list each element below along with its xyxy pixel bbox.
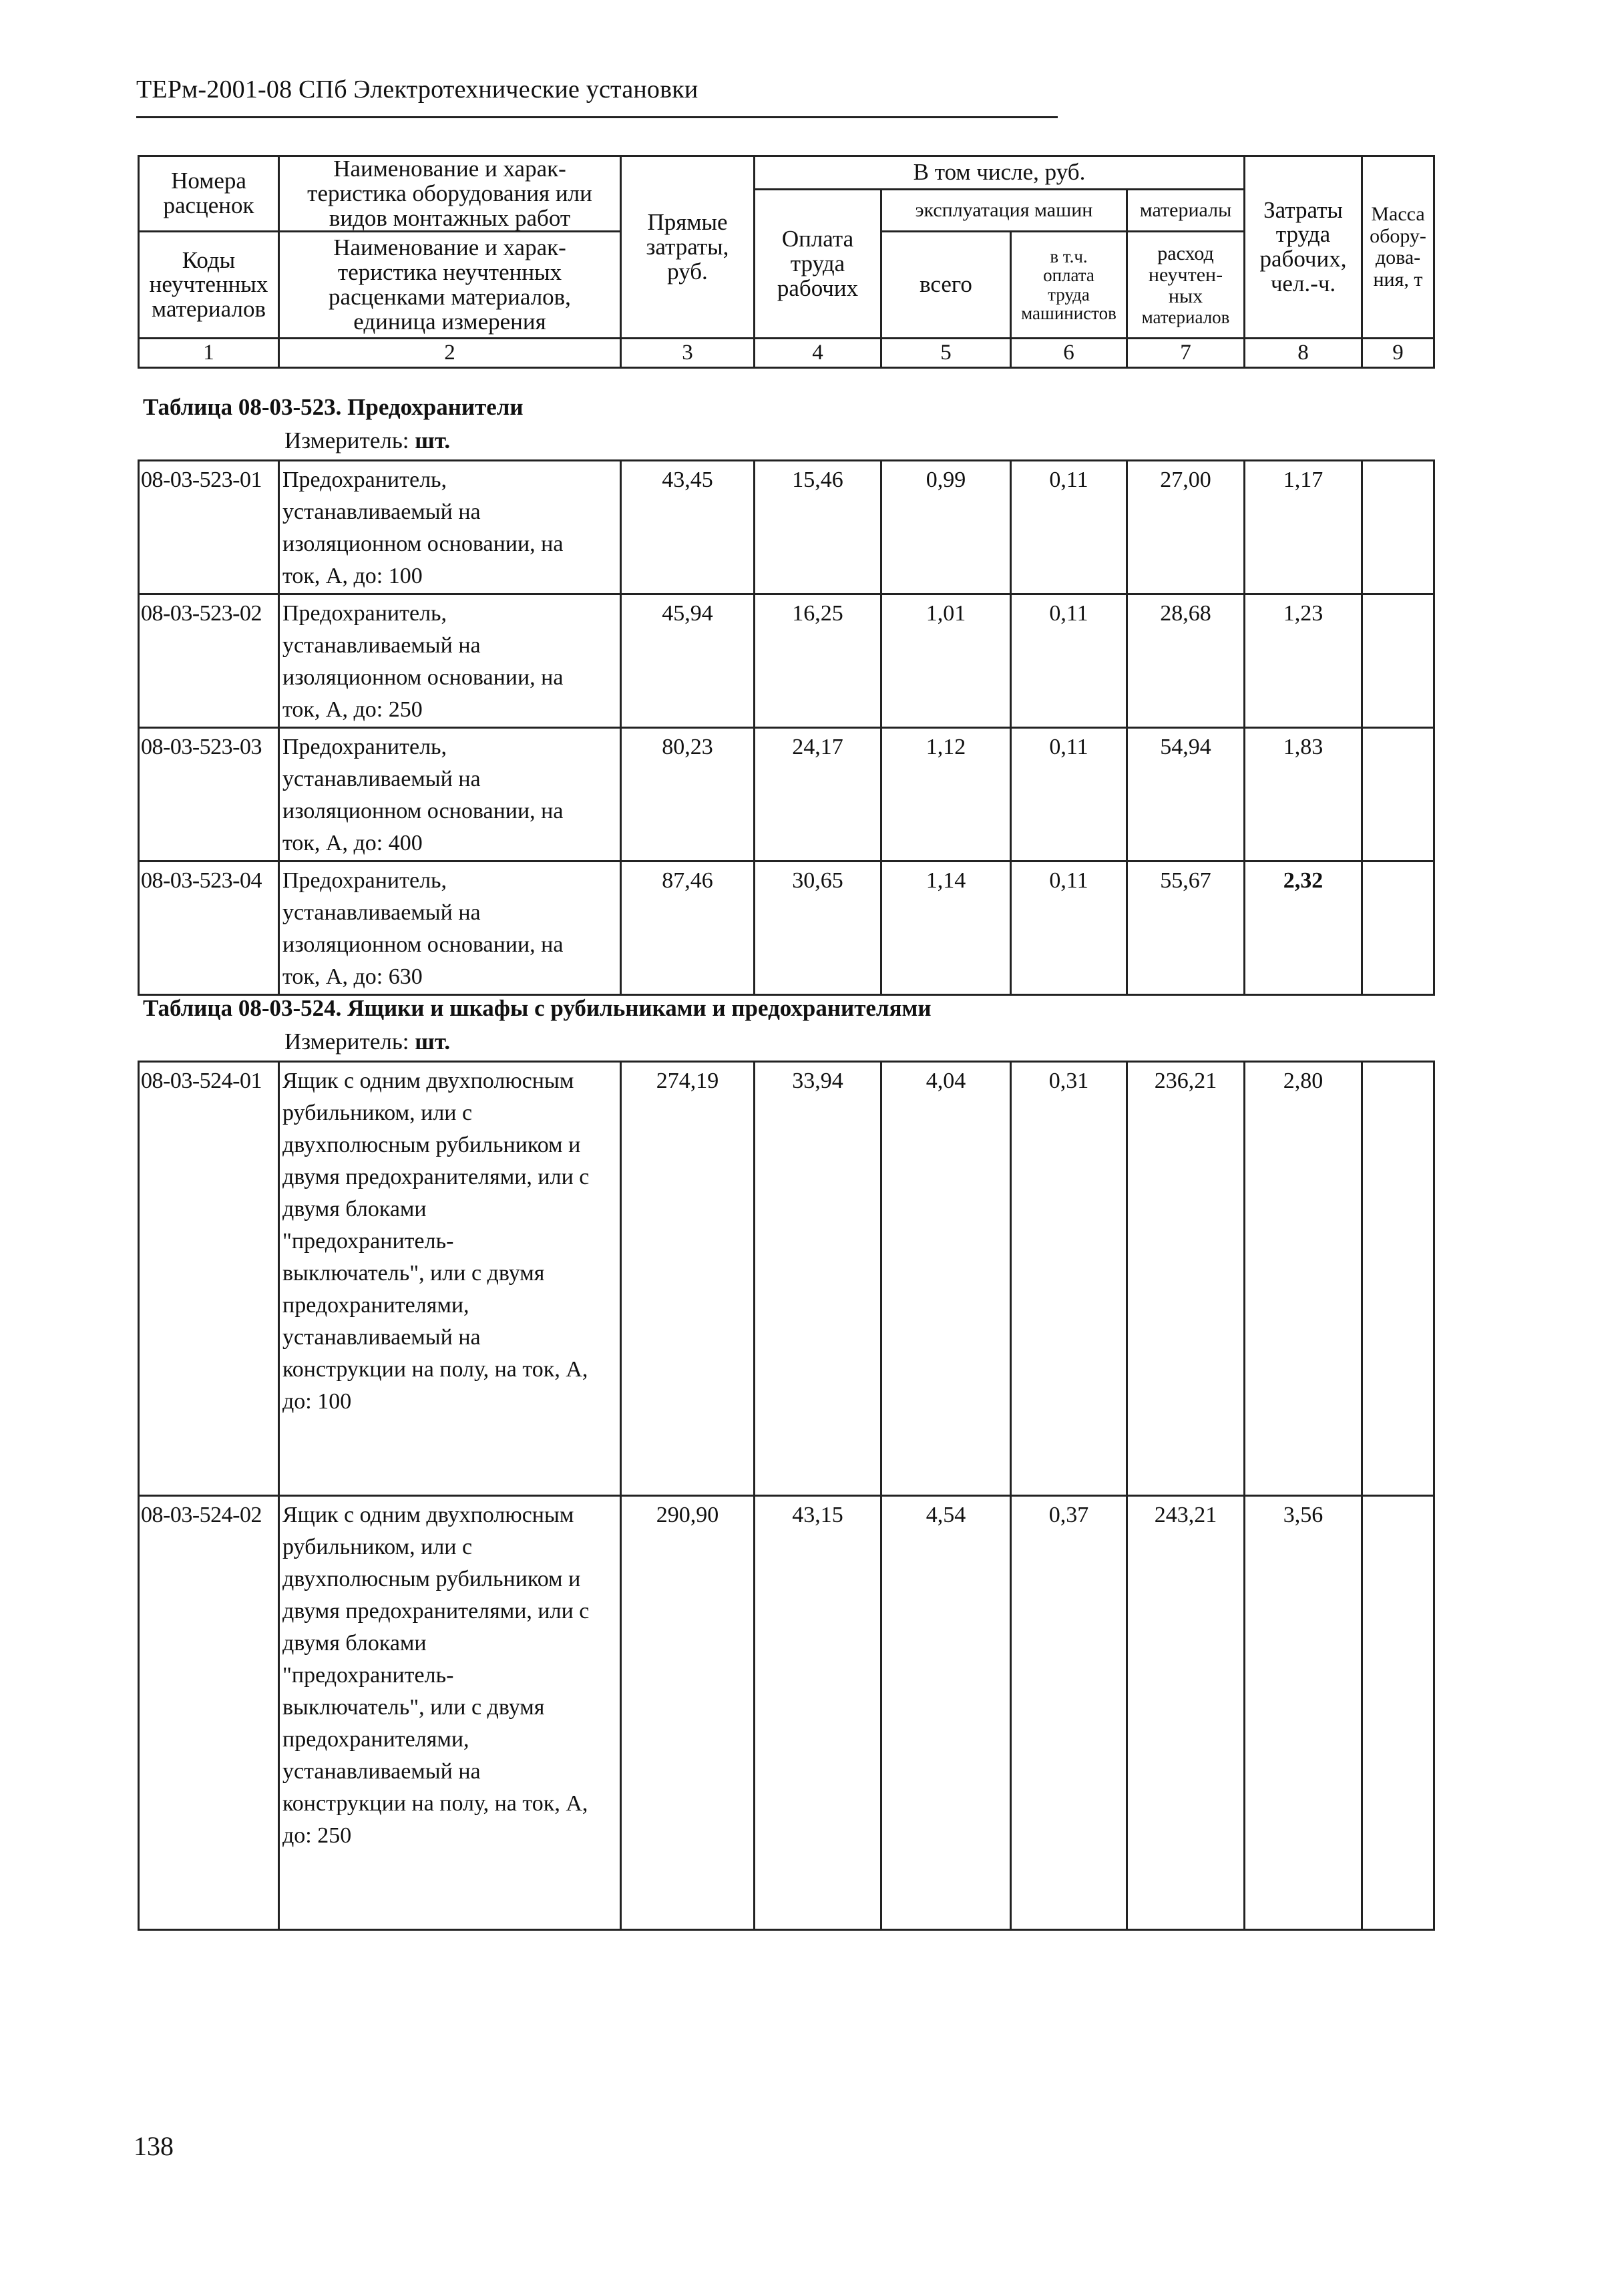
rate-name — [279, 1496, 621, 1930]
table-row — [139, 1496, 1434, 1930]
header-col9: Масса обору- дова- ния, т — [1362, 156, 1434, 339]
direct-costs: 290,90 — [621, 1496, 755, 1930]
rate-name-line: Ящик с одним двухполюсным — [282, 1069, 574, 1093]
header-col4: Оплата труда рабочих — [755, 190, 881, 339]
rate-name-line: устанавливаемый на — [282, 900, 481, 925]
machinist-pay: 0,31 — [1011, 1062, 1127, 1496]
rate-name-line: изоляционном основании, на — [282, 532, 564, 556]
header-group-materials: материалы — [1127, 190, 1245, 232]
direct-costs: 80,23 — [621, 728, 755, 862]
rate-code: 08-03-524-02 — [139, 1496, 279, 1930]
header-number: 7 — [1127, 339, 1245, 368]
rate-code: 08-03-523-04 — [139, 862, 279, 995]
header-col5: всего — [881, 232, 1011, 339]
column-header-table — [138, 155, 1435, 369]
header-col8: Затраты труда рабочих, чел.-ч. — [1245, 156, 1362, 339]
machines-total: 4,04 — [881, 1062, 1011, 1496]
labor-pay: 43,15 — [755, 1496, 881, 1930]
labor-hours: 1,83 — [1245, 728, 1362, 862]
materials-cost: 236,21 — [1127, 1062, 1245, 1496]
rate-name-line: устанавливаемый на — [282, 1759, 481, 1784]
rate-name-line: конструкции на полу, на ток, А, — [282, 1791, 588, 1816]
rate-name-line: двухполюсным рубильником и — [282, 1567, 581, 1591]
rate-name-line: ток, А, до: 630 — [282, 964, 423, 989]
header-rule — [136, 116, 1058, 118]
table-row — [139, 862, 1434, 995]
header-number: 5 — [881, 339, 1011, 368]
machines-total: 1,01 — [881, 594, 1011, 728]
rate-code: 08-03-523-03 — [139, 728, 279, 862]
rate-name-line: Предохранитель, — [282, 467, 447, 492]
rates-table-523 — [138, 459, 1435, 996]
rate-name-line: двумя предохранителями, или с — [282, 1599, 590, 1624]
table-row — [139, 728, 1434, 862]
rate-name-line: ток, А, до: 250 — [282, 697, 423, 722]
rate-name-line: изоляционном основании, на — [282, 932, 564, 957]
equipment-mass — [1362, 1496, 1434, 1930]
equipment-mass — [1362, 728, 1434, 862]
rate-name-line: "предохранитель- — [282, 1229, 454, 1254]
labor-hours: 1,23 — [1245, 594, 1362, 728]
rate-code: 08-03-524-01 — [139, 1062, 279, 1496]
header-group-incl: В том числе, руб. — [755, 156, 1245, 190]
equipment-mass — [1362, 862, 1434, 995]
rate-code: 08-03-523-01 — [139, 461, 279, 594]
rate-name-line: ток, А, до: 100 — [282, 564, 423, 588]
labor-pay: 15,46 — [755, 461, 881, 594]
rate-name-line: изоляционном основании, на — [282, 665, 564, 690]
machinist-pay: 0,11 — [1011, 594, 1127, 728]
machinist-pay: 0,11 — [1011, 728, 1127, 862]
header-number: 8 — [1245, 339, 1362, 368]
header-group-machines: эксплуатация машин — [881, 190, 1127, 232]
rate-name-line: "предохранитель- — [282, 1663, 454, 1688]
machines-total: 1,14 — [881, 862, 1011, 995]
labor-pay: 30,65 — [755, 862, 881, 995]
labor-pay: 24,17 — [755, 728, 881, 862]
rate-name-line: устанавливаемый на — [282, 1325, 481, 1350]
header-col7: расход неучтен- ных материалов — [1127, 232, 1245, 339]
rate-name-line: предохранителями, — [282, 1293, 469, 1318]
unit-line: Измеритель: шт. — [284, 1028, 451, 1055]
header-col6: в т.ч. оплата труда машинистов — [1011, 232, 1127, 339]
rate-name-line: выключатель", или с двумя — [282, 1261, 545, 1286]
rate-name-line: Предохранитель, — [282, 735, 447, 759]
rate-name-line: двумя блоками — [282, 1197, 427, 1221]
labor-pay: 33,94 — [755, 1062, 881, 1496]
rate-name — [279, 461, 621, 594]
header-number: 4 — [755, 339, 881, 368]
rate-name-line: конструкции на полу, на ток, А, — [282, 1357, 588, 1382]
header-number: 2 — [279, 339, 621, 368]
table-title: Таблица 08-03-524. Ящики и шкафы с рубильниками и предохранителями — [143, 995, 932, 1021]
header-number: 9 — [1362, 339, 1434, 368]
rate-code: 08-03-523-02 — [139, 594, 279, 728]
rate-name-line: изоляционном основании, на — [282, 799, 564, 823]
rate-name-line: Предохранитель, — [282, 601, 447, 626]
labor-pay: 16,25 — [755, 594, 881, 728]
direct-costs: 43,45 — [621, 461, 755, 594]
table-row — [139, 1062, 1434, 1496]
unit-line: Измеритель: шт. — [284, 427, 451, 453]
rate-name-line: рубильником, или с — [282, 1101, 473, 1125]
rate-name-line: устанавливаемый на — [282, 633, 481, 658]
rate-name — [279, 728, 621, 862]
direct-costs: 45,94 — [621, 594, 755, 728]
rates-table-524 — [138, 1061, 1435, 1931]
running-head: ТЕРм-2001-08 СПб Электротехнические установки — [136, 75, 698, 104]
header-col1-bottom: Коды неучтенных материалов — [139, 232, 279, 339]
header-number: 6 — [1011, 339, 1127, 368]
rate-name — [279, 1062, 621, 1496]
rate-name-line: двухполюсным рубильником и — [282, 1133, 581, 1157]
labor-hours: 2,32 — [1245, 862, 1362, 995]
materials-cost: 28,68 — [1127, 594, 1245, 728]
rate-name-line: выключатель", или с двумя — [282, 1695, 545, 1720]
page-number: 138 — [134, 2131, 174, 2161]
labor-hours: 1,17 — [1245, 461, 1362, 594]
machinist-pay: 0,37 — [1011, 1496, 1127, 1930]
rate-name-line: Предохранитель, — [282, 868, 447, 893]
header-number: 1 — [139, 339, 279, 368]
labor-hours: 2,80 — [1245, 1062, 1362, 1496]
rate-name — [279, 594, 621, 728]
machines-total: 1,12 — [881, 728, 1011, 862]
machinist-pay: 0,11 — [1011, 461, 1127, 594]
table-title: Таблица 08-03-523. Предохранители — [143, 394, 524, 420]
equipment-mass — [1362, 594, 1434, 728]
rate-name-line: до: 100 — [282, 1389, 352, 1414]
header-number: 3 — [621, 339, 755, 368]
table-row — [139, 594, 1434, 728]
materials-cost: 27,00 — [1127, 461, 1245, 594]
direct-costs: 274,19 — [621, 1062, 755, 1496]
header-col3: Прямые затраты, руб. — [621, 156, 755, 339]
labor-hours: 3,56 — [1245, 1496, 1362, 1930]
rate-name — [279, 862, 621, 995]
table-row — [139, 461, 1434, 594]
rate-name-line: до: 250 — [282, 1823, 352, 1848]
rate-name-line: двумя предохранителями, или с — [282, 1165, 590, 1189]
rate-name-line: ток, А, до: 400 — [282, 831, 423, 855]
rate-name-line: предохранителями, — [282, 1727, 469, 1752]
materials-cost: 54,94 — [1127, 728, 1245, 862]
rate-name-line: устанавливаемый на — [282, 767, 481, 791]
machines-total: 4,54 — [881, 1496, 1011, 1930]
materials-cost: 55,67 — [1127, 862, 1245, 995]
header-col2-bottom: Наименование и харак- теристика неучтенных расценками материалов, единица измерения — [279, 232, 621, 339]
equipment-mass — [1362, 1062, 1434, 1496]
rate-name-line: двумя блоками — [282, 1631, 427, 1656]
header-col2-top: Наименование и харак- теристика оборудования или видов монтажных работ — [279, 156, 621, 232]
machinist-pay: 0,11 — [1011, 862, 1127, 995]
machines-total: 0,99 — [881, 461, 1011, 594]
materials-cost: 243,21 — [1127, 1496, 1245, 1930]
direct-costs: 87,46 — [621, 862, 755, 995]
rate-name-line: рубильником, или с — [282, 1535, 473, 1559]
header-col1-top: Номера расценок — [139, 156, 279, 232]
equipment-mass — [1362, 461, 1434, 594]
rate-name-line: устанавливаемый на — [282, 500, 481, 524]
rate-name-line: Ящик с одним двухполюсным — [282, 1503, 574, 1527]
